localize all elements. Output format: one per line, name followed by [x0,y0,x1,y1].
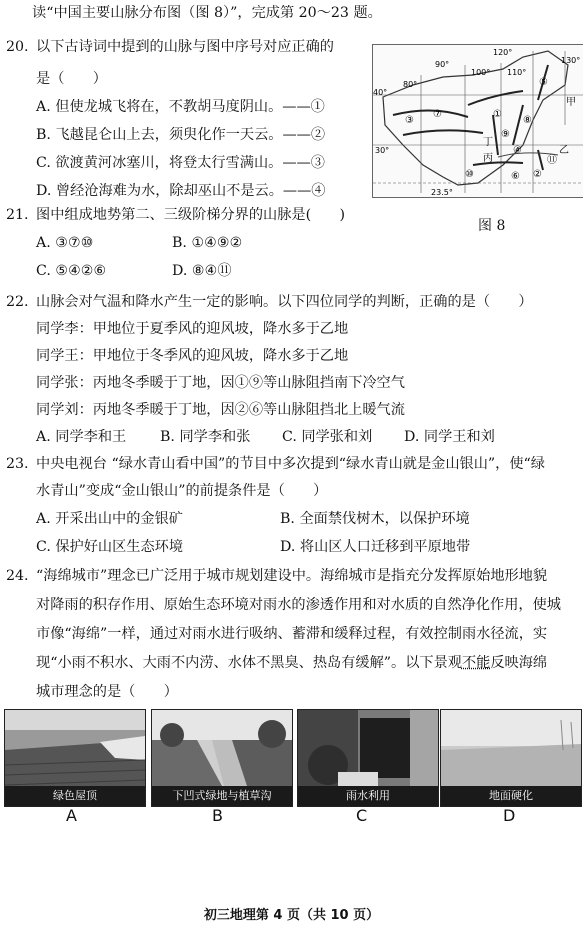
q21-option-b: B. ①④⑨② [172,235,243,251]
q20-number: 20. [6,39,29,55]
q23-stem-line2: 水青山”变成“金山银山”的前提条件是（ ） [36,483,328,499]
q21-option-a: A. ③⑦⑩ [36,235,94,251]
intro-text: 读“中国主要山脉分布图（图 8）”，完成第 20～23 题。 [32,5,382,21]
q24-line4-c: 反映海绵 [490,655,548,671]
svg-text:90°: 90° [435,60,450,69]
photo-label-c: C [356,806,368,825]
q21-option-c: C. ⑤④②⑥ [36,263,107,279]
photo-sunken-greenland [151,709,293,807]
svg-text:①: ① [493,109,502,120]
svg-text:丁: 丁 [483,137,493,148]
q20-stem-line2: 是（ ） [36,71,107,87]
q24-line1 [6,567,547,585]
q20-option-c: C. 欲渡黄河冰塞川，将登太行雪满山。——③ [36,155,325,171]
svg-text:⑨: ⑨ [501,129,510,140]
q22-student-wang: 同学王：甲地位于冬季风的迎风坡，降水多于乙地 [36,348,349,364]
q23-option-b: B. 全面禁伐树木，以保护环境 [280,511,470,527]
svg-text:100°: 100° [471,68,491,77]
q24-line5: 城市理念的是（ ） [36,684,178,700]
q22-student-li: 同学李：甲地位于夏季风的迎风坡，降水多于乙地 [36,321,349,337]
svg-text:⑤: ⑤ [539,77,548,88]
svg-text:③: ③ [405,115,414,126]
q23-option-c: C. 保护好山区生态环境 [36,539,184,555]
svg-text:丙: 丙 [483,153,493,164]
page-footer: 初三地理第 4 页（共 10 页） [203,908,380,923]
svg-text:⑦: ⑦ [433,109,442,120]
svg-text:乙: 乙 [559,145,569,156]
q20-option-b: B. 飞越昆仑山上去，须臾化作一天云。——② [36,127,326,143]
q23-stem-line1 [6,455,545,473]
q20-stem: 以下古诗词中提到的山脉与图中序号对应正确的 [36,39,334,55]
svg-text:④: ④ [513,145,522,156]
q21-stem [6,206,345,224]
q24-line4 [36,654,547,672]
photo-green-roof [4,709,146,807]
svg-text:80°: 80° [403,80,418,89]
svg-text:130°: 130° [561,56,581,65]
q24-line2: 对降雨的积存作用、原始生态环境对雨水的渗透作用和对水质的自然净化作用，使城 [36,597,561,613]
q22-option-c: C. 同学张和刘 [282,429,373,445]
q24-emphasis: 不能 [461,655,491,671]
q24-line3: 市像“海绵”一样，通过对雨水进行吸纳、蓄滞和缓释过程，有效控制雨水径流，实 [36,626,548,642]
photo-caption-a: 绿色屋顶 [5,786,145,806]
photo-caption-d: 地面硬化 [441,786,581,806]
photo-hardened-ground [440,709,582,807]
q24-number: 24. [6,568,29,584]
q20-option-a: A. 但使龙城飞将在，不教胡马度阴山。——① [36,99,325,115]
q22-student-liu: 同学刘：丙地冬季暖于丁地，因②⑥等山脉阻挡北上暖气流 [36,402,405,418]
q24-line4-a: 现“小雨不积水、大雨不内涝、水体不黑臭、热岛有缓解”。以下景观 [36,655,462,671]
china-mountains-map [373,45,583,197]
q20-option-d: D. 曾经沧海难为水，除却巫山不是云。——④ [36,183,326,199]
q22-number: 22. [6,294,29,310]
q22-stem-text: 山脉会对气温和降水产生一定的影响。以下四位同学的判断，正确的是（ ） [36,294,533,310]
svg-text:⑩: ⑩ [465,169,474,180]
svg-text:②: ② [533,169,542,180]
svg-text:⑪: ⑪ [547,155,557,166]
q23-number: 23. [6,456,29,472]
q22-student-zhang: 同学张：丙地冬季暖于丁地，因①⑨等山脉阻挡南下冷空气 [36,375,405,391]
q21-number: 21. [6,207,29,223]
q20-stem-line1 [6,38,334,56]
photo-caption-b: 下凹式绿地与植草沟 [152,786,292,806]
photo-label-b: B [212,806,223,825]
q22-stem [6,293,533,311]
svg-text:30°: 30° [375,146,390,155]
svg-text:40°: 40° [373,88,388,97]
photo-label-d: D [503,806,516,825]
figure-caption: 图 8 [478,218,506,234]
q23-stem: 中央电视台 “绿水青山看中国”的节目中多次提到“绿水青山就是金山银山”，使“绿 [36,456,545,472]
q24-text: “海绵城市”理念已广泛用于城市规划建设中。海绵城市是指充分发挥原始地形地貌 [36,568,548,584]
q23-option-a: A. 开采出山中的金银矿 [36,511,183,527]
svg-text:110°: 110° [507,68,527,77]
svg-text:⑥: ⑥ [511,171,520,182]
svg-text:120°: 120° [493,48,513,57]
svg-text:甲: 甲 [566,97,576,108]
photo-rainwater-use [297,709,439,807]
mountain-map-figure [372,44,583,198]
q21-stem-text: 图中组成地势第二、三级阶梯分界的山脉是( ) [36,207,346,223]
q23-option-d: D. 将山区人口迁移到平原地带 [280,539,471,555]
photo-caption-c: 雨水利用 [298,786,438,806]
q22-option-d: D. 同学王和刘 [404,429,495,445]
photo-label-a: A [66,806,77,825]
q22-option-a: A. 同学李和王 [36,429,127,445]
q21-option-d: D. ⑧④⑪ [172,263,232,279]
svg-text:23.5°: 23.5° [431,188,453,197]
q22-option-b: B. 同学李和张 [160,429,251,445]
svg-text:⑧: ⑧ [523,115,532,126]
